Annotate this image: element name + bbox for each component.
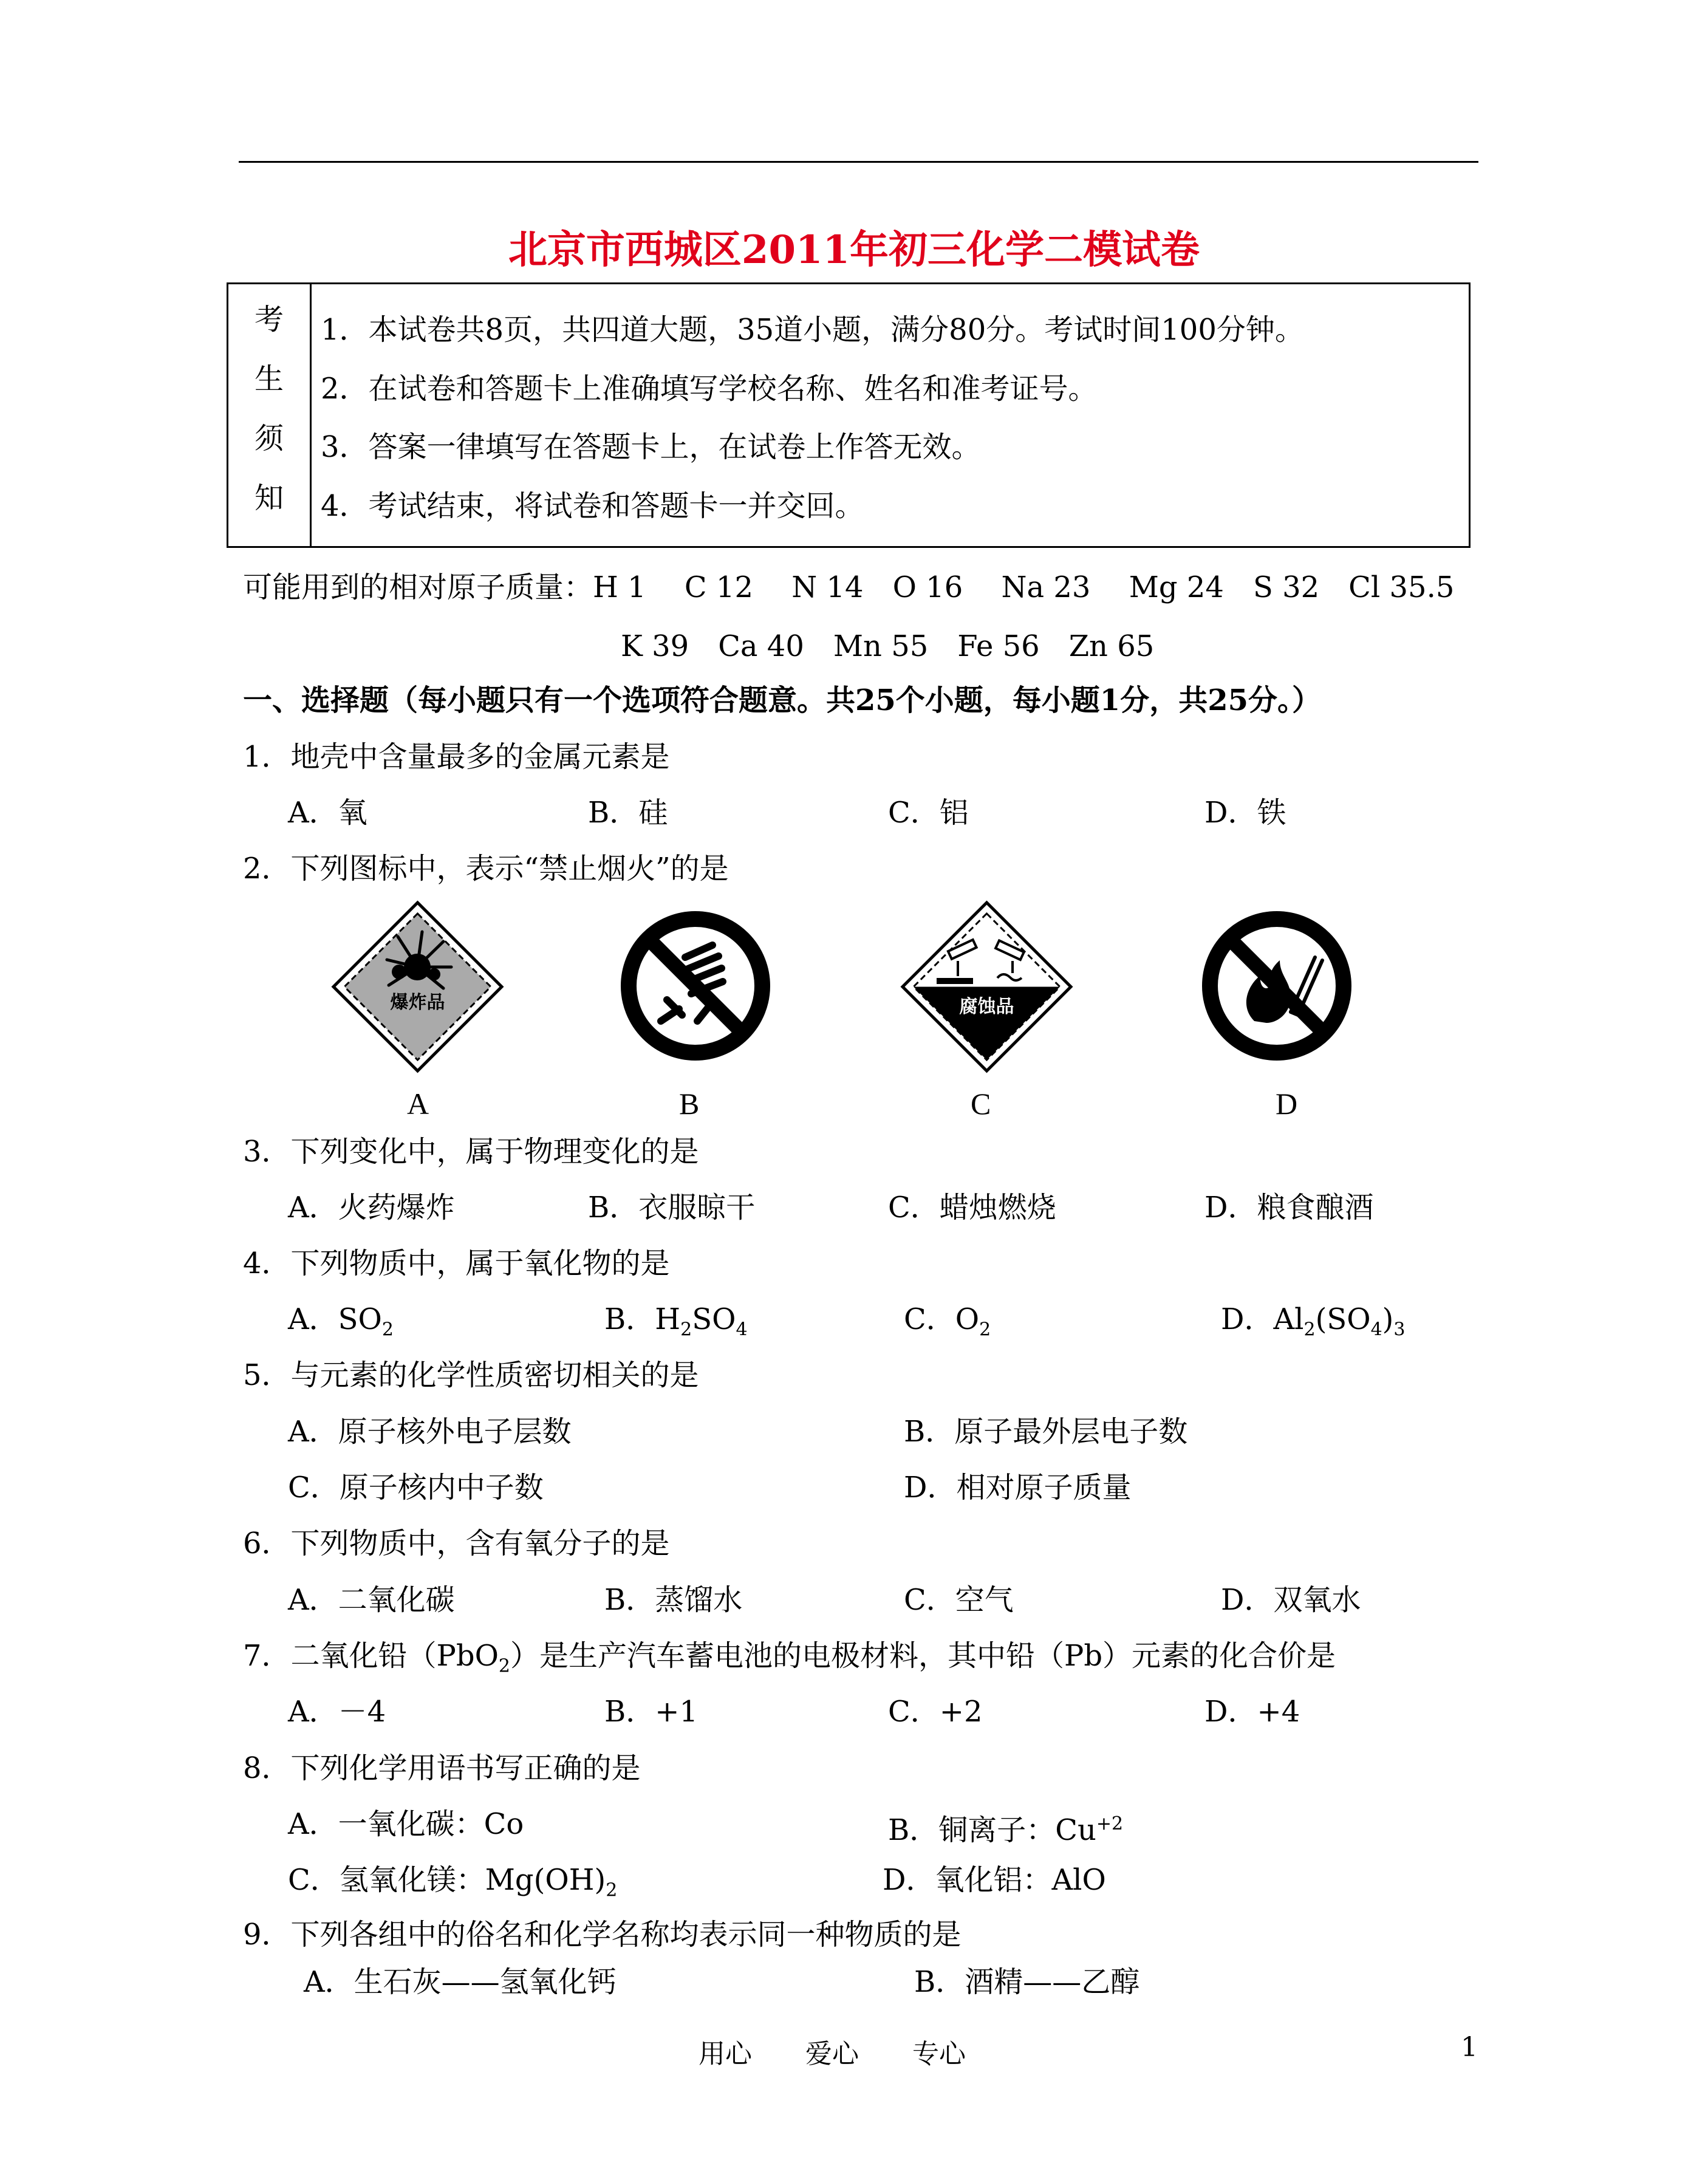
question-stem: 6．下列物质中，含有氧分子的是: [243, 1526, 670, 1560]
sign-label-c: C: [971, 1087, 991, 1121]
option-b: B．蒸馏水: [604, 1583, 743, 1617]
option-d: D．相对原子质量: [904, 1471, 1132, 1505]
option-a: A．火药爆炸: [288, 1191, 455, 1225]
option-a: A．－4: [288, 1695, 386, 1729]
notice-item: 2．在试卷和答题卡上准确填写学校名称、姓名和准考证号。: [321, 372, 1098, 406]
question-stem: 1．地壳中含量最多的金属元素是: [243, 740, 670, 774]
option-b: B．酒精——乙醇: [914, 1965, 1140, 1999]
question-stem: 9．下列各组中的俗名和化学名称均表示同一种物质的是: [243, 1918, 962, 1952]
option-b: B．+1: [604, 1695, 699, 1729]
atomic-mass-line-1: 可能用到的相对原子质量：H 1 C 12 N 14 O 16 Na 23 Mg 24 S 32 Cl 35.5: [243, 570, 1455, 604]
option-c: C．氢氧化镁：$Mg(OH)_2$: [288, 1863, 618, 1901]
notice-item: 3．答案一律填写在答题卡上，在试卷上作答无效。: [321, 430, 981, 464]
option-d: D．双氧水: [1221, 1583, 1361, 1617]
notice-item: 4．考试结束，将试卷和答题卡一并交回。: [321, 489, 864, 523]
option-a: A．原子核外电子层数: [288, 1415, 572, 1449]
option-c: C．+2: [888, 1695, 983, 1729]
page-number: 1: [1461, 2032, 1478, 2063]
explosive-sign-icon: [331, 900, 504, 1073]
option-a: A．$SO_2$: [288, 1302, 394, 1341]
corrosive-sign-icon: [900, 900, 1073, 1073]
option-d: D．粮食酿酒: [1204, 1191, 1374, 1225]
notice-side-char: 须: [254, 422, 284, 456]
option-c: C．空气: [904, 1583, 1014, 1617]
option-b: B．铜离子：$Cu^{+2}$: [888, 1813, 1124, 1847]
option-a: A．一氧化碳：Co: [288, 1807, 524, 1841]
corrosive-sign-text: 腐蚀品: [959, 996, 1014, 1017]
option-c: C．铝: [888, 796, 969, 830]
question-stem: 8．下列化学用语书写正确的是: [243, 1751, 641, 1785]
option-b: B．原子最外层电子数: [904, 1415, 1188, 1449]
option-a: A．氧: [288, 796, 367, 830]
option-a: A．生石灰——氢氧化钙: [304, 1965, 617, 1999]
question-stem: 3．下列变化中，属于物理变化的是: [243, 1135, 699, 1169]
option-b: B．衣服晾干: [588, 1191, 756, 1225]
option-d: D．氧化铝：AlO: [883, 1863, 1106, 1897]
option-c: C．原子核内中子数: [288, 1471, 544, 1505]
atomic-mass-line-2: K 39 Ca 40 Mn 55 Fe 56 Zn 65: [621, 629, 1155, 663]
notice-side-char: 生: [254, 362, 284, 396]
no-fire-sign-icon: [1200, 909, 1354, 1063]
option-d: D．$Al_2(SO_4)_3$: [1221, 1302, 1406, 1341]
option-d: D．+4: [1204, 1695, 1300, 1729]
sign-label-d: D: [1276, 1087, 1298, 1121]
page-title: 北京市西城区2011年初三化学二模试卷: [508, 227, 1200, 273]
question-stem: 2．下列图标中，表示“禁止烟火”的是: [243, 852, 729, 886]
question-stem: 7．二氧化铅（PbO$_2$）是生产汽车蓄电池的电极材料，其中铅（Pb）元素的化合价是: [243, 1639, 1336, 1677]
option-c: C．蜡烛燃烧: [888, 1191, 1056, 1225]
prohibition-sign-b-icon: [618, 909, 773, 1063]
question-stem: 4．下列物质中，属于氧化物的是: [243, 1246, 670, 1280]
option-d: D．铁: [1204, 796, 1286, 830]
sign-label-a: A: [407, 1087, 429, 1121]
notice-side-char: 考: [254, 302, 284, 337]
section-heading: 一、选择题（每小题只有一个选项符合题意。共25个小题，每小题1分，共25分。）: [243, 683, 1321, 717]
notice-side-label: [228, 284, 312, 546]
option-c: C．$O_2$: [904, 1302, 991, 1341]
option-b: B．$H_2SO_4$: [604, 1302, 748, 1341]
explosive-sign-text: 爆炸品: [390, 992, 445, 1013]
notice-side-char: 知: [254, 481, 284, 515]
notice-item: 1．本试卷共8页，共四道大题，35道小题，满分80分。考试时间100分钟。: [321, 313, 1304, 347]
option-b: B．硅: [588, 796, 668, 830]
option-a: A．二氧化碳: [288, 1583, 455, 1617]
exam-notice-box: [227, 282, 1471, 548]
question-stem: 5．与元素的化学性质密切相关的是: [243, 1358, 699, 1392]
sign-label-b: B: [679, 1087, 700, 1121]
top-rule: [239, 161, 1478, 163]
footer-motto: 用心 爱心 专心: [699, 2039, 966, 2069]
